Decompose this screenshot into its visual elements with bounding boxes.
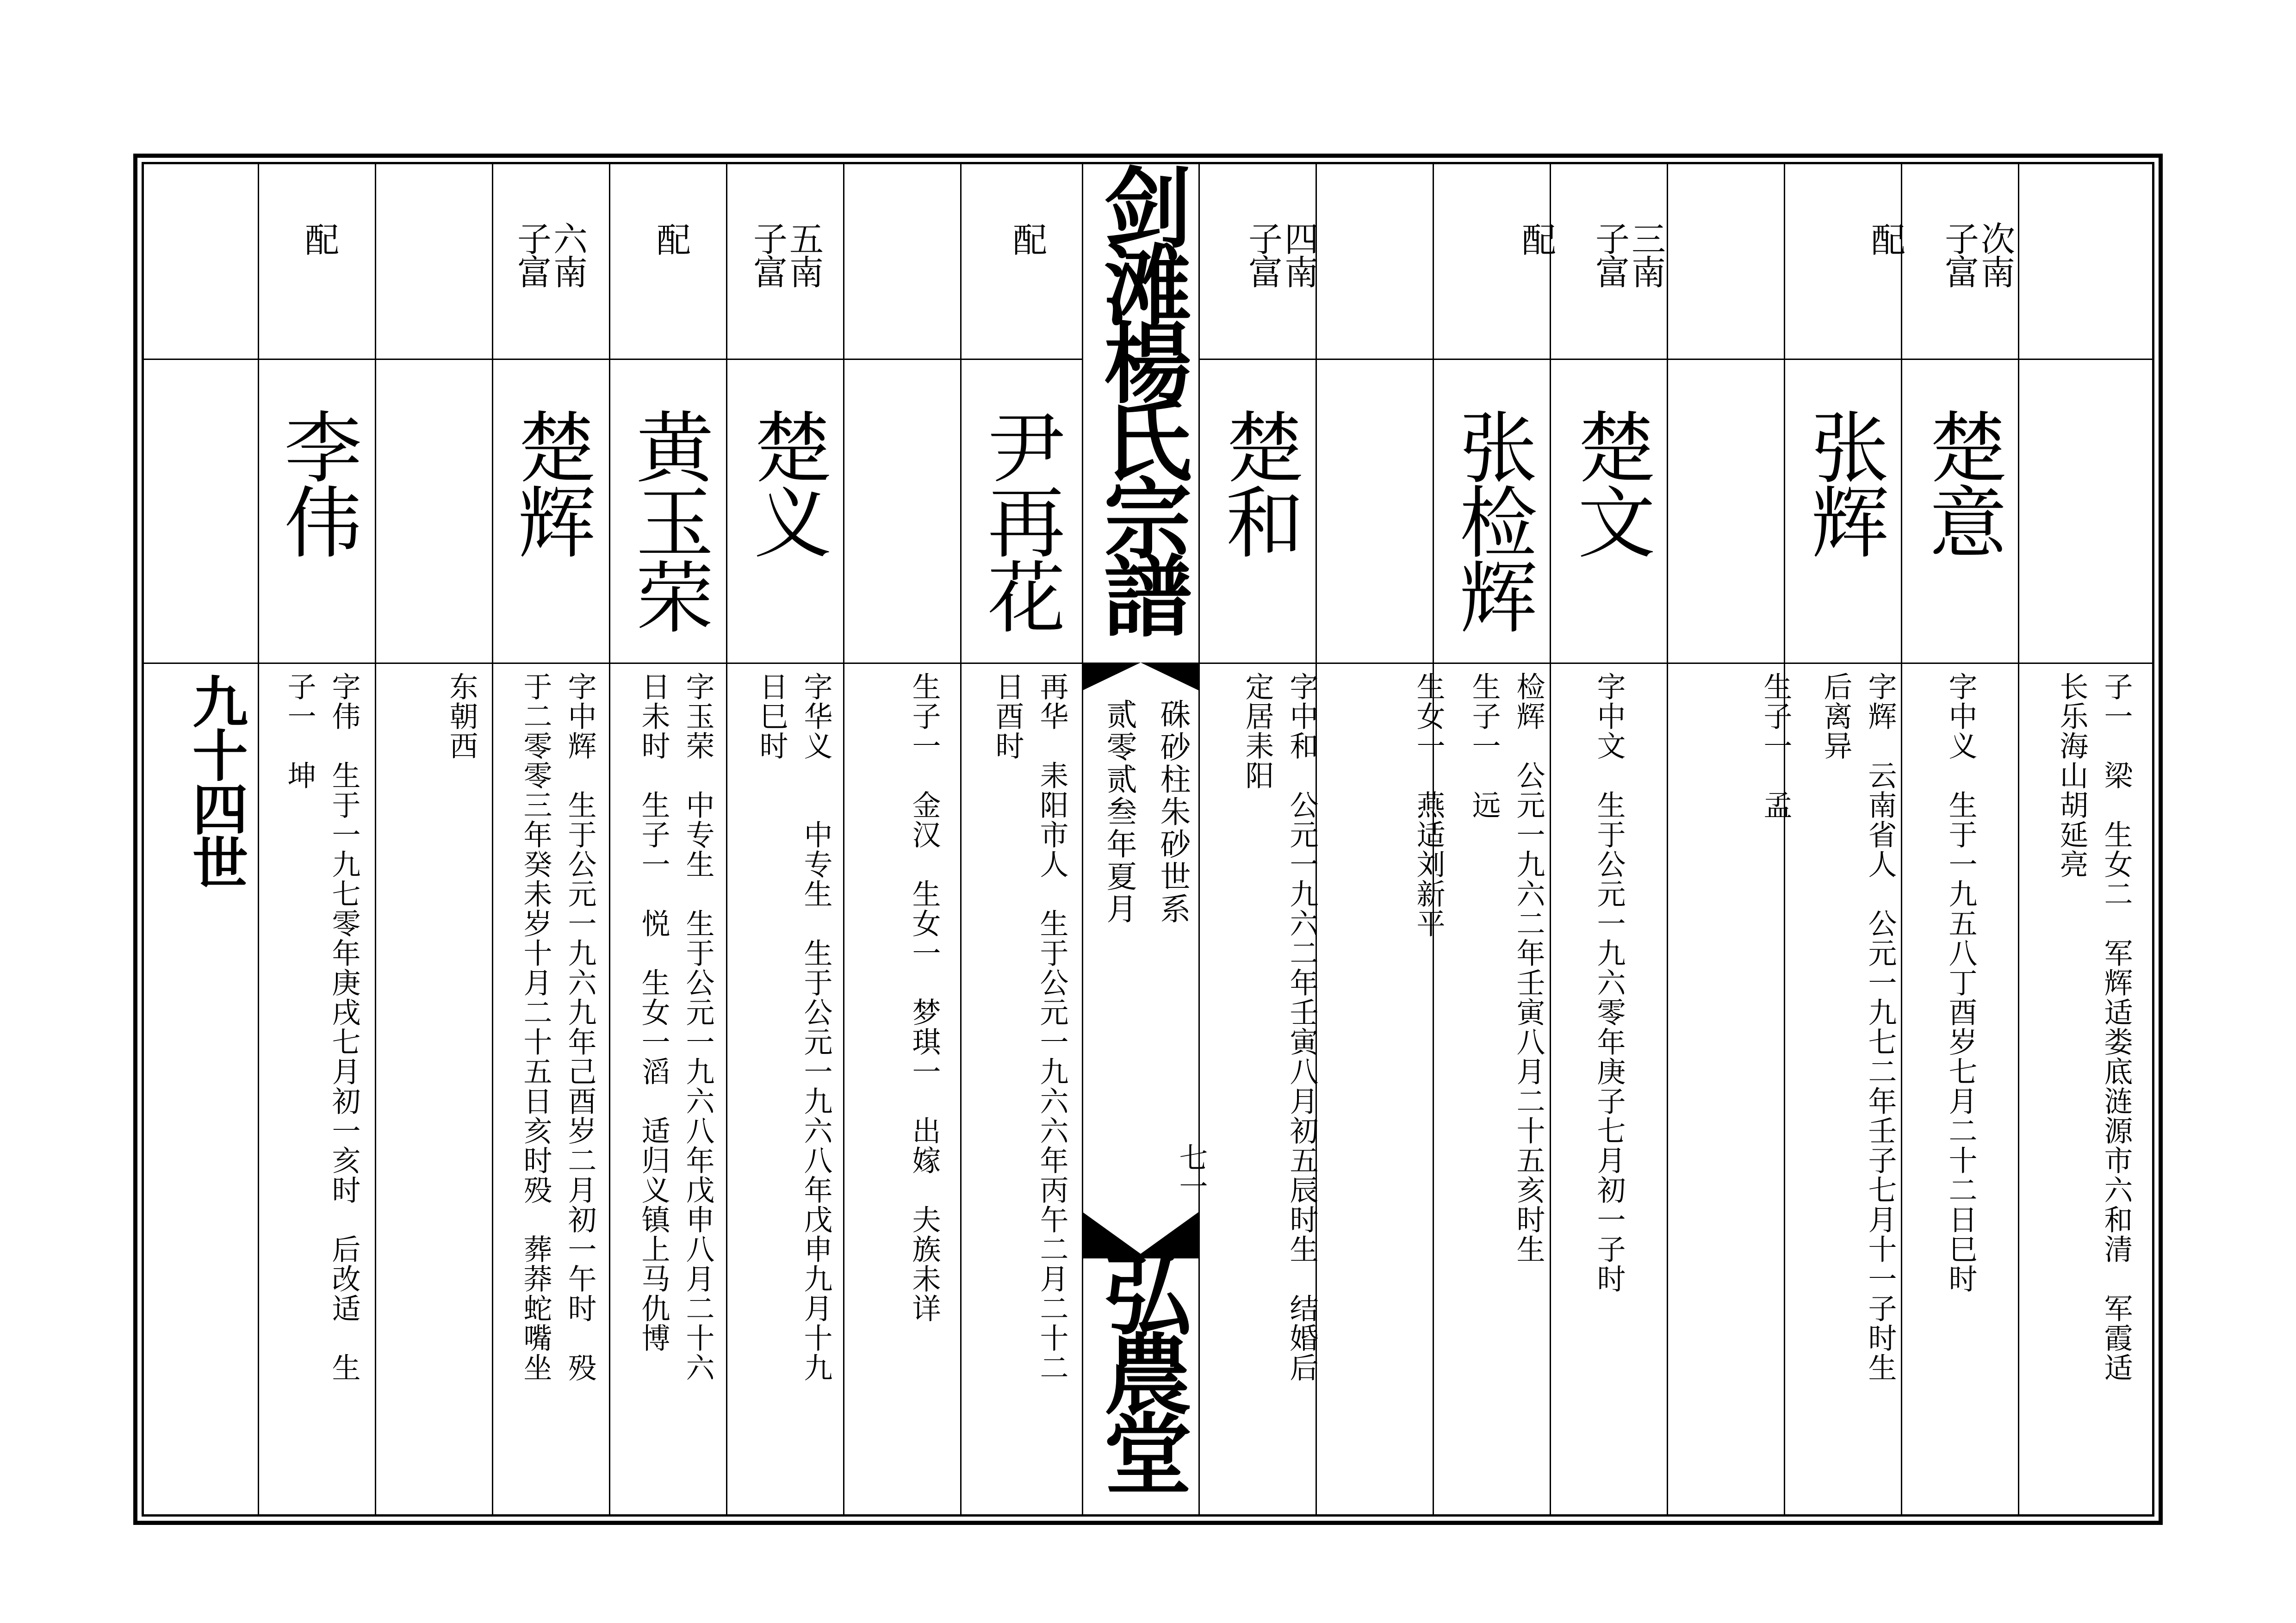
col-rule [2018,162,2019,1517]
bio-line: 子一 坤 [283,672,316,790]
label-line: 次南 [1975,221,2015,288]
col-rule [843,162,844,1517]
column-bio [636,672,715,1382]
column-bio [990,672,1069,1382]
bio-line: 字中义 生于一九五八丁酉岁七月二十二日巳时 [1944,672,1978,1294]
label-line: 子富 [1243,221,1283,288]
title-text: 剑滩楊氏宗譜 [1089,162,1192,628]
bio-line: 长乐海山胡延亮 [2055,672,2089,879]
column-bio [1240,672,1319,1382]
column-label [514,221,586,288]
bio-line: 检辉 公元一九六二年壬寅八月二十五亥时生 [1512,672,1545,1264]
person-name: 黄玉荣 [623,407,714,632]
column-bio [754,672,833,1382]
label-line: 子富 [1590,221,1630,288]
label-line: 子富 [512,221,552,288]
column-bio [518,672,597,1382]
col-rule [960,162,962,1517]
bio-line: 于二零零三年癸未岁十月二十五日亥时殁 葬莽蛇嘴坐 [519,672,552,1382]
label-row-rule-left [142,359,1083,360]
column-label: 配 [1007,222,1047,256]
column-bio [1943,672,1978,1294]
person-name: 楚意 [1917,407,2007,557]
series-info [1101,699,1190,925]
col-rule [375,162,376,1517]
column-label [1245,221,1317,288]
generation-label: 九十四世 [183,673,248,888]
label-line: 三南 [1626,221,1666,288]
bio-line: 生女一 燕适刘新平 [1412,672,1446,938]
label-line: 四南 [1279,221,1319,288]
column-label [750,221,822,288]
bio-line: 字中辉 生于公元一九六九年己酉岁二月初一午时 殁 [563,672,597,1382]
column-label: 配 [1516,222,1556,256]
bio-line: 生子一 远 [1467,672,1501,820]
col-rule [1550,162,1551,1517]
column-bio [1467,672,1545,1264]
column-label: 配 [651,222,691,256]
bio-line: 字中和 公元一九六二年壬寅八月初五辰时生 结婚后 [1285,672,1319,1382]
label-line: 五南 [784,221,824,288]
column-bio [2054,672,2133,1382]
column-bio [1818,672,1897,1382]
person-name: 楚和 [1213,407,1304,557]
person-name: 尹再花 [975,407,1066,632]
col-rule [1901,162,1902,1517]
column-bio [282,672,361,1382]
column-bio [1592,672,1626,1294]
page-number: 七一 [1174,1143,1208,1200]
label-row-rule-right [1198,359,2154,360]
column-label: 配 [299,222,339,256]
date-text: 贰零贰叁年夏月 [1101,699,1137,925]
bio-line: 字玉荣 中专生 生于公元一九六八年戊申八月二十六 [681,672,715,1382]
name-row-rule-left [142,663,1083,664]
person-name: 楚文 [1565,407,1656,557]
bio-line: 东朝西 [445,672,478,761]
column-bio [1758,672,1793,820]
label-line: 子富 [1939,221,1979,288]
bio-line: 字华义 中专生 生于公元一九六八年戊申九月十九 [799,672,833,1382]
bio-line: 子一 梁 生女二 军辉适娄底涟源市六和清 军霞适 [2099,672,2133,1382]
bio-line: 字伟 生于一九七零年庚戌七月初一亥时 后改适 生 [327,672,361,1382]
bio-line: 生子一 金汉 生女一 梦琪一 出嫁 夫族未详 [907,672,941,1323]
label-line: 六南 [548,221,588,288]
person-name: 李伟 [272,407,362,557]
hall-text: 弘農堂 [1089,1249,1192,1488]
bio-line: 后离异 [1819,672,1853,761]
person-name: 楚义 [741,407,832,557]
label-line: 子富 [748,221,788,288]
col-rule [258,162,259,1517]
col-rule [492,162,493,1517]
person-name: 张辉 [1799,407,1889,557]
series-text: 硃砂柱朱砂世系 [1155,699,1191,925]
person-name: 张检辉 [1447,407,1538,632]
col-rule [609,162,610,1517]
column-bio [1411,672,1446,938]
column-bio [444,672,478,761]
col-rule [726,162,727,1517]
col-rule [1667,162,1668,1517]
bio-line: 字中文 生于公元一九六零年庚子七月初一子时 [1592,672,1626,1294]
col-rule [1198,162,1200,1517]
col-rule [1784,162,1785,1517]
column-label [1941,221,2013,288]
bio-line: 日酉时 [991,672,1024,761]
person-name: 楚辉 [505,407,596,557]
bio-line: 日巳时 [755,672,788,761]
column-label: 配 [1866,222,1905,256]
bio-line: 字辉 云南省人 公元一九七二年壬子七月十一子时生 [1863,672,1897,1382]
bio-line: 定居耒阳 [1241,672,1274,790]
hall-name [1083,1249,1198,1522]
column-label [1592,221,1664,288]
name-row-rule-right [1198,663,2154,664]
column-bio [907,672,941,1323]
bio-line: 日未时 生子一 悦 生女一滔 适归义镇上马仇博 [637,672,670,1353]
genealogy-title [1083,162,1198,664]
bio-line: 生子一 孟 [1759,672,1793,820]
bio-line: 再华 耒阳市人 生于公元一九六六年丙午二月二十二 [1035,672,1069,1382]
